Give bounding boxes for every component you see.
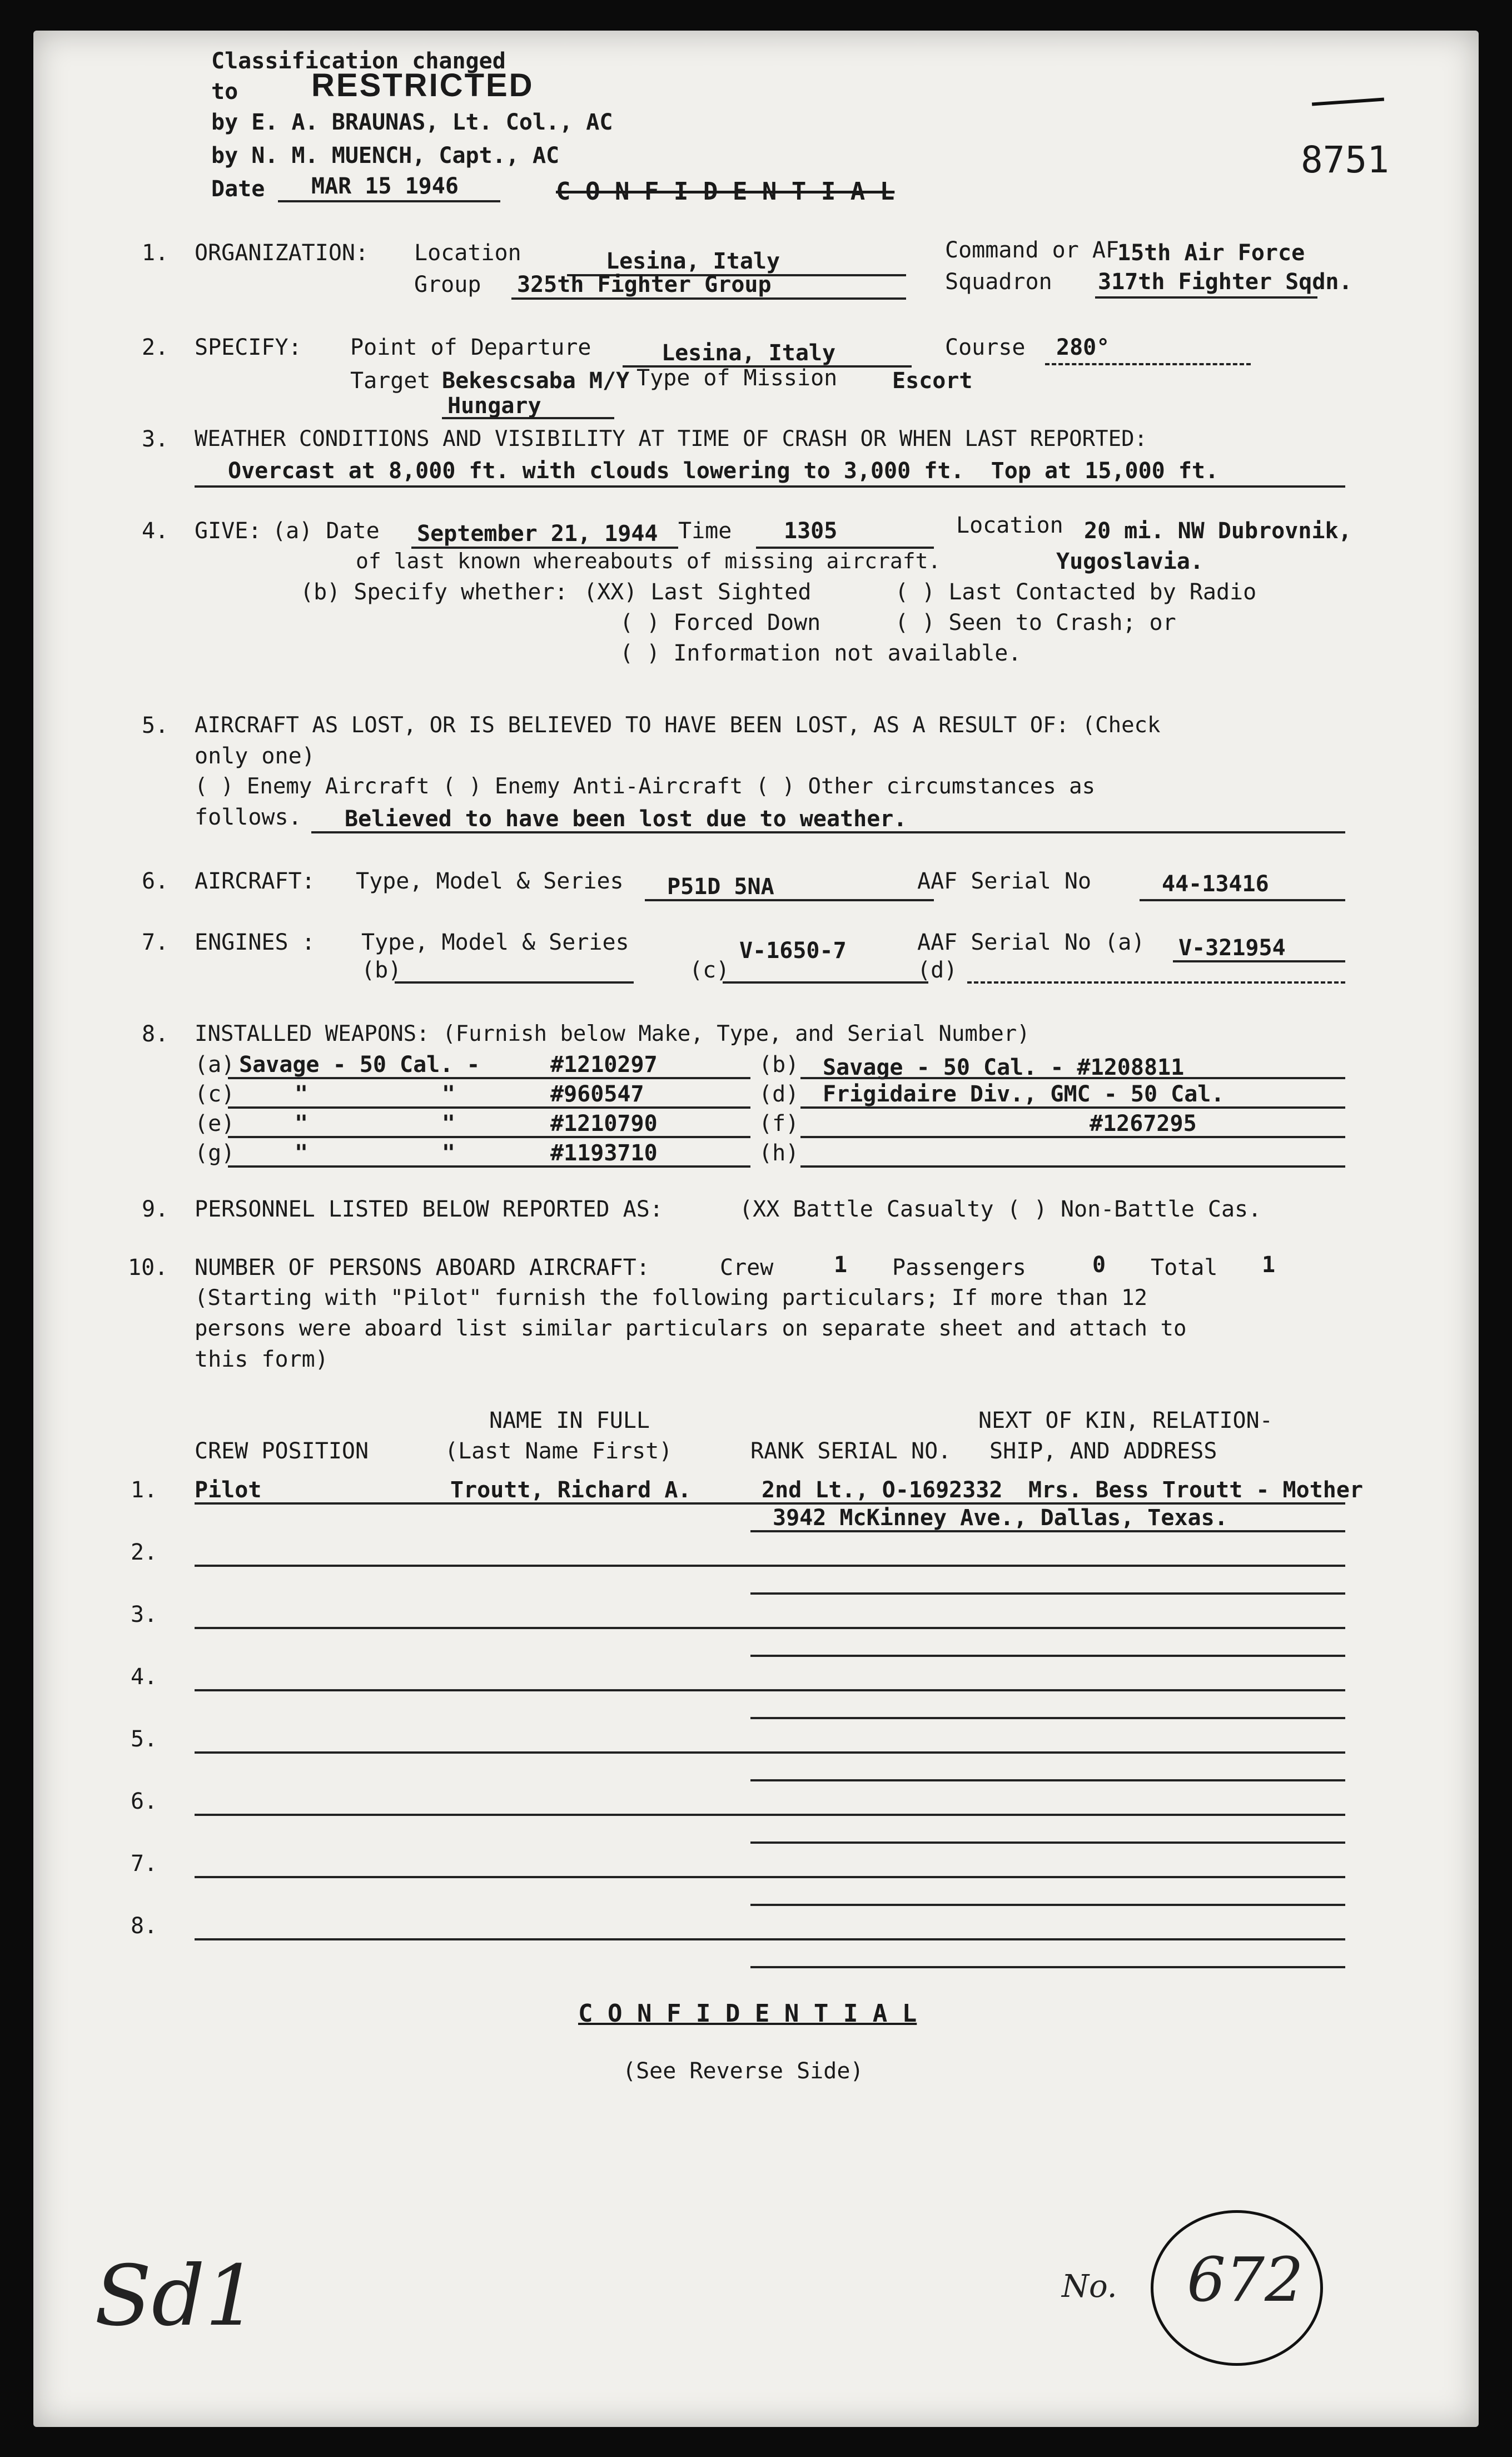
crew-row-line [750,1779,1345,1781]
weapon-d-label: (d) [759,1081,799,1107]
s1-group-value: 325th Fighter Group [517,272,772,297]
s4-location-value: 20 mi. NW Dubrovnik, [1084,518,1352,544]
crew-row-line [750,1627,1345,1629]
s4-location-label: Location [956,513,1063,538]
weapon-c-label: (c) [195,1081,235,1107]
crew-row-line [750,1592,1345,1595]
s10-crew-label: Crew [720,1255,774,1280]
s4-location-value2: Yugoslavia. [1056,549,1203,574]
s2-target-value: Bekescsaba M/Y [442,368,630,394]
s7-c-label: (c) [689,957,730,983]
s5-value: Believed to have been lost due to weather. [345,806,907,832]
classification-date-label: Date [211,176,265,202]
crew-header-name: NAME IN FULL [489,1408,650,1433]
crew-row-line [750,1502,1345,1505]
s5-number: 5. [142,713,169,738]
s6-number: 6. [142,868,169,894]
s7-d-label: (d) [917,957,958,983]
crew-row-kin: Mrs. Bess Troutt - Mother [1028,1477,1364,1503]
s10-crew-value: 1 [834,1252,848,1278]
s10-note1: (Starting with "Pilot" furnish the following particulars; If more than 12 [195,1285,1148,1311]
s1-location-value: Lesina, Italy [606,249,780,274]
s2-label: SPECIFY: [195,335,302,360]
crew-row-line [750,1938,1345,1940]
s7-b-label: (b) [361,957,402,983]
s1-command-label: Command or AF [945,237,1120,263]
s8-number: 8. [142,1021,169,1047]
crew-row-line [750,1841,1345,1844]
s4-option-not-available: ( ) Information not available. [620,641,1022,666]
crew-row-line [195,1814,750,1816]
crew-row-line [750,1655,1345,1657]
s4-time-value: 1305 [784,518,838,544]
s5-label2: only one) [195,743,315,769]
s1-squadron-value: 317th Fighter Sqdn. [1098,269,1352,295]
handwritten-initials: Sd1 [94,2248,258,2345]
weapon-a-serial: #1210297 [550,1052,658,1078]
s10-note2: persons were aboard list similar particulars on separate sheet and attach to [195,1316,1187,1341]
crew-row-number: 6. [131,1789,158,1814]
s4-option-seen-crash: ( ) Seen to Crash; or [895,610,1176,636]
weapon-d-value: Frigidaire Div., GMC - 50 Cal. [823,1081,1225,1107]
s4-option-last-sighted: (XX) Last Sighted [584,579,812,605]
s1-number: 1. [142,240,169,266]
crew-row-number: 7. [131,1851,158,1877]
s3-number: 3. [142,426,169,452]
document-number: 8751 [1301,138,1389,181]
classification-to-label: to [211,79,238,105]
crew-row-number: 3. [131,1602,158,1627]
crew-row-line [195,1689,750,1691]
s2-mission-label: Type of Mission [636,365,838,391]
s2-number: 2. [142,335,169,360]
crew-row-line [195,1502,750,1505]
weapon-b-value: Savage - 50 Cal. - #1208811 [823,1055,1185,1080]
crew-row-number: 5. [131,1726,158,1752]
crew-row-number: 4. [131,1664,158,1690]
crew-row-kin-address: 3942 McKinney Ave., Dallas, Texas. [773,1505,1228,1531]
s4-number: 4. [142,518,169,544]
weapon-c-make: " " [295,1081,455,1107]
s10-total-value: 1 [1262,1252,1276,1278]
s10-passengers-label: Passengers [892,1255,1026,1280]
weapon-e-label: (e) [195,1111,235,1136]
s10-number: 10. [128,1255,168,1280]
crew-row-line [195,1938,750,1940]
crew-row-line [195,1627,750,1629]
crew-row-line [750,1904,1345,1906]
crew-row-line [750,1565,1345,1567]
document-page [33,31,1479,2427]
weapon-a-label: (a) [195,1052,235,1078]
s7-type-label: Type, Model & Series [361,930,629,955]
weapon-f-label: (f) [759,1111,799,1136]
confidential-footer: C O N F I D E N T I A L [578,1999,917,2028]
s1-squadron-label: Squadron [945,269,1052,295]
s2-departure-label: Point of Departure [350,335,591,360]
crew-header-kin: NEXT OF KIN, RELATION- [978,1408,1273,1433]
crew-row-line [195,1751,750,1754]
weapon-e-make: " " [295,1111,455,1136]
s4-option-forced-down: ( ) Forced Down [620,610,821,636]
pen-mark [1312,97,1384,106]
s1-group-label: Group [414,272,481,297]
s3-value: Overcast at 8,000 ft. with clouds lowering to 3,000 ft. Top at 15,000 ft. [228,458,1219,484]
s6-serial-label: AAF Serial No [917,868,1092,894]
crew-row-rank: 2nd Lt., O-1692332 [762,1477,1003,1503]
weapon-f-value: #1267295 [1090,1111,1197,1136]
crew-row-number: 1. [131,1477,158,1503]
crew-header-kin2: SHIP, AND ADDRESS [989,1438,1217,1464]
s6-serial-value: 44-13416 [1162,871,1269,897]
weapon-b-label: (b) [759,1052,799,1078]
s4-date-value: September 21, 1944 [417,521,658,547]
weapon-g-make: " " [295,1140,455,1166]
crew-row-line [750,1689,1345,1691]
s10-note3: this form) [195,1347,329,1372]
s1-label: ORGANIZATION: [195,240,369,266]
classification-by-line1: by E. A. BRAUNAS, Lt. Col., AC [211,110,613,135]
restricted-stamp: RESTRICTED [311,67,534,103]
weapon-c-serial: #960547 [550,1081,644,1107]
s4-time-label: Time [678,518,732,544]
crew-row-line [195,1565,750,1567]
s4-a-label: (a) Date [272,518,380,544]
crew-row-number: 2. [131,1540,158,1565]
s7-serial-label: AAF Serial No (a) [917,930,1145,955]
crew-header-name2: (Last Name First) [445,1438,673,1464]
crew-row-line [195,1876,750,1878]
confidential-struck-header: C O N F I D E N T I A L [556,177,895,206]
crew-row-line [750,1966,1345,1968]
s7-label: ENGINES : [195,930,315,955]
crew-row-line [750,1530,1345,1532]
s2-course-value: 280° [1056,335,1110,360]
s2-departure-value: Lesina, Italy [662,340,836,366]
s8-label: INSTALLED WEAPONS: (Furnish below Make, Type, and Serial Number) [195,1021,1030,1046]
weapon-h-label: (h) [759,1140,799,1166]
s10-label: NUMBER OF PERSONS ABOARD AIRCRAFT: [195,1255,650,1280]
weapon-a-make: Savage - 50 Cal. - [239,1052,480,1078]
s9-number: 9. [142,1197,169,1222]
crew-row-line [750,1717,1345,1719]
s7-a-value: V-321954 [1178,935,1286,961]
s2-course-label: Course [945,335,1026,360]
s6-type-value: P51D 5NA [667,874,774,900]
s2-target-value2: Hungary [447,393,541,419]
s10-passengers-value: 0 [1092,1252,1106,1278]
crew-row-line [750,1876,1345,1878]
s7-c-value: V-1650-7 [739,938,847,964]
s9-value: (XX Battle Casualty ( ) Non-Battle Cas. [739,1197,1262,1222]
s2-mission-value: Escort [892,368,973,394]
crew-row-name: Troutt, Richard A. [450,1477,692,1503]
weapon-g-serial: #1193710 [550,1140,658,1166]
crew-row-position: Pilot [195,1477,262,1503]
s4-b-label: (b) Specify whether: [300,579,568,605]
crew-row-number: 8. [131,1913,158,1939]
s3-label: WEATHER CONDITIONS AND VISIBILITY AT TIME OF CRASH OR WHEN LAST REPORTED: [195,426,1148,451]
s5-follows: follows. [195,805,302,830]
s5-label: AIRCRAFT AS LOST, OR IS BELIEVED TO HAVE BEEN LOST, AS A RESULT OF: (Check [195,713,1161,738]
crew-row-line [750,1751,1345,1754]
s10-total-label: Total [1151,1255,1218,1280]
see-reverse-side: (See Reverse Side) [623,2058,864,2084]
s4-whereabouts: of last known whereabouts of missing aircraft. [356,549,941,573]
weapon-e-serial: #1210790 [550,1111,658,1136]
s6-label: AIRCRAFT: [195,868,315,894]
s4-label: GIVE: [195,518,262,544]
s2-target-label: Target [350,368,431,394]
weapon-g-label: (g) [195,1140,235,1166]
crew-header-rank: RANK SERIAL NO. [750,1438,952,1464]
s1-location-label: Location [414,240,521,266]
crew-header-position: CREW POSITION [195,1438,369,1464]
s6-type-label: Type, Model & Series [356,868,624,894]
classification-changed: Classification changed [211,48,506,74]
s5-options: ( ) Enemy Aircraft ( ) Enemy Anti-Aircraft ( ) Other circumstances as [195,774,1096,799]
stamp-number: 672 [1187,2244,1304,2315]
classification-by-line2: by N. M. MUENCH, Capt., AC [211,143,560,168]
classification-date-value: MAR 15 1946 [311,173,459,199]
no-label: No. [1062,2269,1117,2305]
s1-command-value: 15th Air Force [1117,240,1305,266]
crew-row-line [750,1814,1345,1816]
s4-option-last-contacted: ( ) Last Contacted by Radio [895,579,1257,605]
s9-label: PERSONNEL LISTED BELOW REPORTED AS: [195,1197,663,1222]
s7-number: 7. [142,930,169,955]
